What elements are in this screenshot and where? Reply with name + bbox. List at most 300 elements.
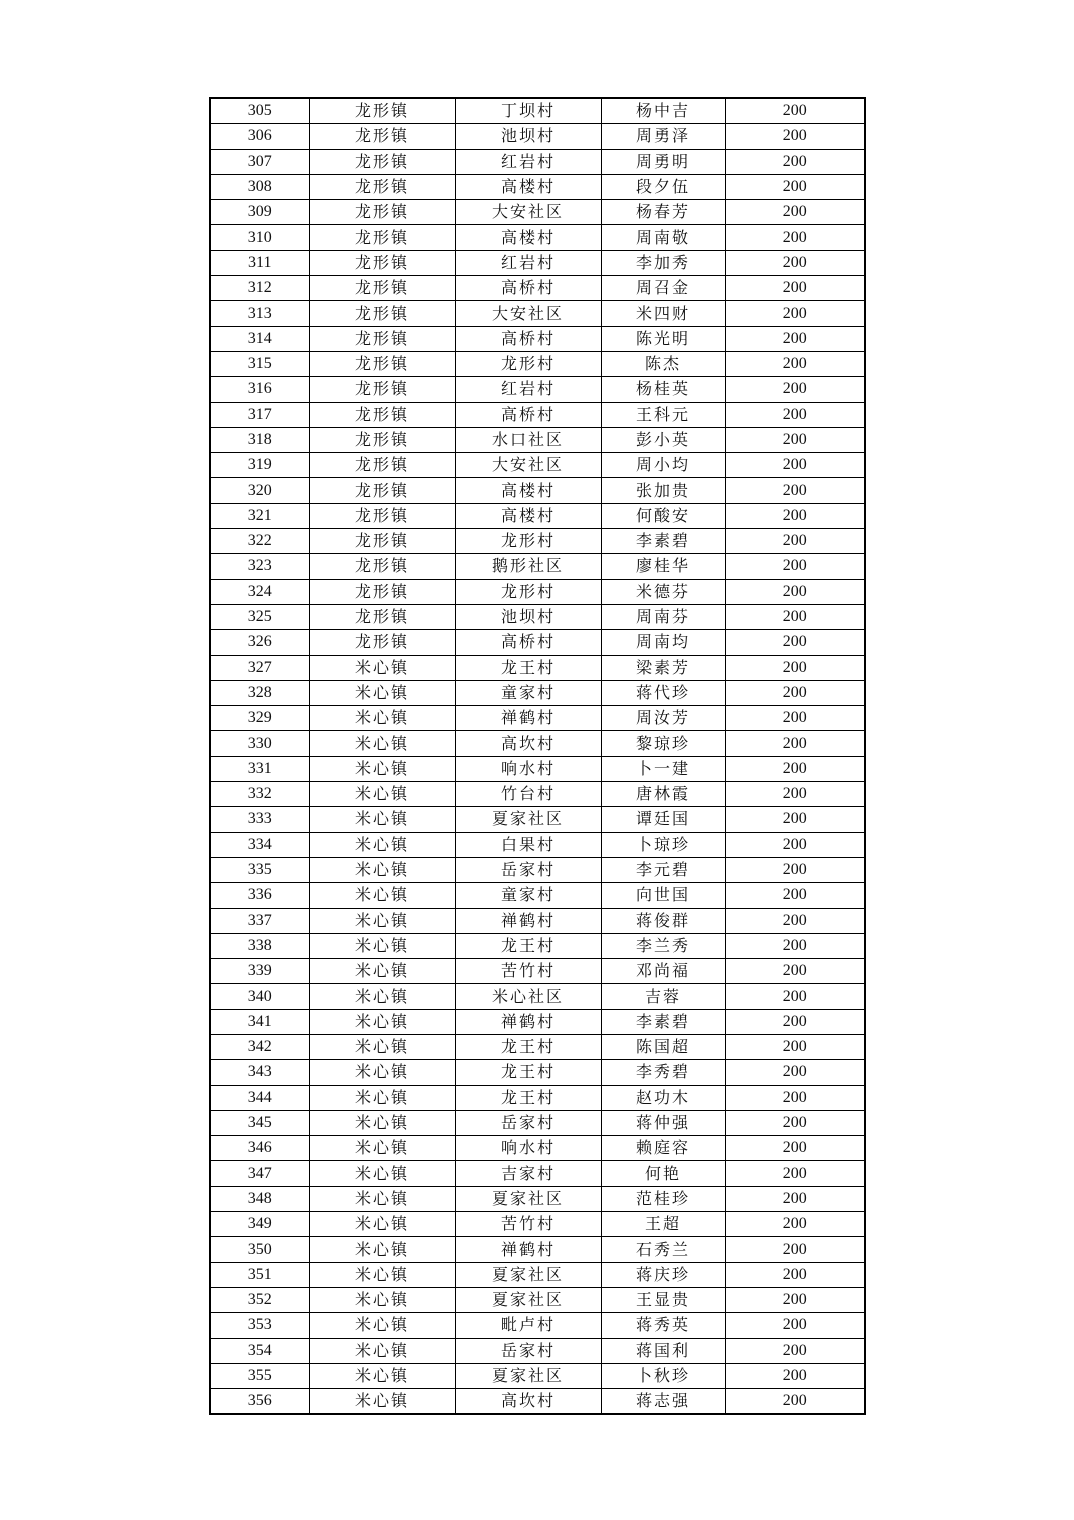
town-cell: 龙形镇	[309, 301, 455, 326]
row-number-cell: 332	[210, 782, 309, 807]
village-cell: 苦竹村	[455, 1212, 601, 1237]
person-name-cell: 李秀碧	[601, 1060, 725, 1085]
person-name-cell: 向世国	[601, 883, 725, 908]
row-number-cell: 307	[210, 149, 309, 174]
town-cell: 米心镇	[309, 655, 455, 680]
amount-cell: 200	[725, 503, 865, 528]
amount-cell: 200	[725, 807, 865, 832]
person-name-cell: 周南芬	[601, 604, 725, 629]
table-row	[210, 326, 865, 351]
table-row	[210, 883, 865, 908]
table-row	[210, 174, 865, 199]
town-cell: 米心镇	[309, 1237, 455, 1262]
village-cell: 禅鹤村	[455, 706, 601, 731]
person-name-cell: 周小均	[601, 453, 725, 478]
village-cell: 高桥村	[455, 326, 601, 351]
amount-cell: 200	[725, 1212, 865, 1237]
table-row	[210, 807, 865, 832]
row-number-cell: 318	[210, 427, 309, 452]
amount-cell: 200	[725, 1313, 865, 1338]
table-row	[210, 1136, 865, 1161]
village-cell: 龙王村	[455, 655, 601, 680]
village-cell: 高楼村	[455, 478, 601, 503]
person-name-cell: 段夕伍	[601, 174, 725, 199]
row-number-cell: 325	[210, 604, 309, 629]
amount-cell: 200	[725, 377, 865, 402]
table-row	[210, 149, 865, 174]
town-cell: 米心镇	[309, 1034, 455, 1059]
village-cell: 高桥村	[455, 402, 601, 427]
amount-cell: 200	[725, 276, 865, 301]
amount-cell: 200	[725, 124, 865, 149]
row-number-cell: 353	[210, 1313, 309, 1338]
town-cell: 龙形镇	[309, 98, 455, 124]
village-cell: 丁坝村	[455, 98, 601, 124]
table-row	[210, 782, 865, 807]
person-name-cell: 王超	[601, 1212, 725, 1237]
table-row	[210, 1009, 865, 1034]
town-cell: 龙形镇	[309, 174, 455, 199]
village-cell: 红岩村	[455, 250, 601, 275]
amount-cell: 200	[725, 1060, 865, 1085]
table-row	[210, 453, 865, 478]
town-cell: 龙形镇	[309, 276, 455, 301]
row-number-cell: 356	[210, 1389, 309, 1415]
table-row	[210, 579, 865, 604]
person-name-cell: 周召金	[601, 276, 725, 301]
town-cell: 龙形镇	[309, 503, 455, 528]
amount-cell: 200	[725, 225, 865, 250]
person-name-cell: 蒋国利	[601, 1338, 725, 1363]
row-number-cell: 329	[210, 706, 309, 731]
town-cell: 龙形镇	[309, 529, 455, 554]
person-name-cell: 李素碧	[601, 529, 725, 554]
table-row	[210, 731, 865, 756]
amount-cell: 200	[725, 782, 865, 807]
amount-cell: 200	[725, 1363, 865, 1388]
town-cell: 龙形镇	[309, 351, 455, 376]
table-row	[210, 1363, 865, 1388]
table-row	[210, 1161, 865, 1186]
row-number-cell: 306	[210, 124, 309, 149]
amount-cell: 200	[725, 630, 865, 655]
table-row	[210, 857, 865, 882]
person-name-cell: 杨春芳	[601, 200, 725, 225]
town-cell: 米心镇	[309, 1085, 455, 1110]
town-cell: 米心镇	[309, 1363, 455, 1388]
amount-cell: 200	[725, 1161, 865, 1186]
row-number-cell: 339	[210, 959, 309, 984]
town-cell: 龙形镇	[309, 225, 455, 250]
village-cell: 毗卢村	[455, 1313, 601, 1338]
row-number-cell: 343	[210, 1060, 309, 1085]
amount-cell: 200	[725, 706, 865, 731]
amount-cell: 200	[725, 98, 865, 124]
table-row	[210, 351, 865, 376]
amount-cell: 200	[725, 1136, 865, 1161]
row-number-cell: 350	[210, 1237, 309, 1262]
row-number-cell: 342	[210, 1034, 309, 1059]
person-name-cell: 彭小英	[601, 427, 725, 452]
row-number-cell: 354	[210, 1338, 309, 1363]
table-row	[210, 959, 865, 984]
person-name-cell: 米德芬	[601, 579, 725, 604]
person-name-cell: 蒋仲强	[601, 1110, 725, 1135]
village-cell: 岳家村	[455, 1110, 601, 1135]
row-number-cell: 310	[210, 225, 309, 250]
row-number-cell: 309	[210, 200, 309, 225]
table-body	[210, 98, 865, 1414]
table-row	[210, 984, 865, 1009]
village-cell: 大安社区	[455, 453, 601, 478]
amount-cell: 200	[725, 427, 865, 452]
town-cell: 米心镇	[309, 857, 455, 882]
person-name-cell: 周南敬	[601, 225, 725, 250]
row-number-cell: 352	[210, 1287, 309, 1312]
person-name-cell: 周汝芳	[601, 706, 725, 731]
amount-cell: 200	[725, 174, 865, 199]
table-row	[210, 200, 865, 225]
amount-cell: 200	[725, 301, 865, 326]
amount-cell: 200	[725, 554, 865, 579]
table-row	[210, 1389, 865, 1415]
town-cell: 米心镇	[309, 1262, 455, 1287]
person-name-cell: 蒋代珍	[601, 680, 725, 705]
table-row	[210, 1034, 865, 1059]
amount-cell: 200	[725, 680, 865, 705]
table-row	[210, 680, 865, 705]
village-cell: 童家村	[455, 883, 601, 908]
amount-cell: 200	[725, 933, 865, 958]
person-name-cell: 唐林霞	[601, 782, 725, 807]
person-name-cell: 周勇泽	[601, 124, 725, 149]
town-cell: 龙形镇	[309, 604, 455, 629]
table-row	[210, 427, 865, 452]
row-number-cell: 344	[210, 1085, 309, 1110]
amount-cell: 200	[725, 1262, 865, 1287]
amount-cell: 200	[725, 604, 865, 629]
amount-cell: 200	[725, 1034, 865, 1059]
village-cell: 池坝村	[455, 604, 601, 629]
table-row	[210, 1110, 865, 1135]
amount-cell: 200	[725, 655, 865, 680]
village-cell: 龙王村	[455, 1034, 601, 1059]
table-row	[210, 503, 865, 528]
row-number-cell: 324	[210, 579, 309, 604]
table-row	[210, 98, 865, 124]
town-cell: 龙形镇	[309, 554, 455, 579]
town-cell: 米心镇	[309, 883, 455, 908]
person-name-cell: 蒋俊群	[601, 908, 725, 933]
village-cell: 龙王村	[455, 1060, 601, 1085]
town-cell: 米心镇	[309, 832, 455, 857]
row-number-cell: 340	[210, 984, 309, 1009]
person-name-cell: 陈杰	[601, 351, 725, 376]
person-name-cell: 卜秋珍	[601, 1363, 725, 1388]
town-cell: 龙形镇	[309, 478, 455, 503]
row-number-cell: 320	[210, 478, 309, 503]
amount-cell: 200	[725, 883, 865, 908]
row-number-cell: 305	[210, 98, 309, 124]
row-number-cell: 331	[210, 756, 309, 781]
row-number-cell: 319	[210, 453, 309, 478]
town-cell: 米心镇	[309, 782, 455, 807]
village-cell: 禅鹤村	[455, 1009, 601, 1034]
table-row	[210, 276, 865, 301]
town-cell: 米心镇	[309, 959, 455, 984]
town-cell: 龙形镇	[309, 200, 455, 225]
amount-cell: 200	[725, 200, 865, 225]
village-cell: 高坎村	[455, 1389, 601, 1415]
amount-cell: 200	[725, 402, 865, 427]
person-name-cell: 陈国超	[601, 1034, 725, 1059]
person-name-cell: 石秀兰	[601, 1237, 725, 1262]
row-number-cell: 322	[210, 529, 309, 554]
row-number-cell: 327	[210, 655, 309, 680]
person-name-cell: 卜一建	[601, 756, 725, 781]
amount-cell: 200	[725, 731, 865, 756]
row-number-cell: 311	[210, 250, 309, 275]
person-name-cell: 周勇明	[601, 149, 725, 174]
town-cell: 龙形镇	[309, 326, 455, 351]
table-row	[210, 604, 865, 629]
person-name-cell: 何酸安	[601, 503, 725, 528]
village-cell: 夏家社区	[455, 1363, 601, 1388]
table-row	[210, 1060, 865, 1085]
row-number-cell: 317	[210, 402, 309, 427]
row-number-cell: 341	[210, 1009, 309, 1034]
row-number-cell: 335	[210, 857, 309, 882]
town-cell: 龙形镇	[309, 630, 455, 655]
town-cell: 米心镇	[309, 984, 455, 1009]
town-cell: 米心镇	[309, 807, 455, 832]
town-cell: 米心镇	[309, 1060, 455, 1085]
amount-cell: 200	[725, 250, 865, 275]
row-number-cell: 314	[210, 326, 309, 351]
village-cell: 白果村	[455, 832, 601, 857]
village-cell: 高楼村	[455, 174, 601, 199]
person-name-cell: 蒋志强	[601, 1389, 725, 1415]
row-number-cell: 345	[210, 1110, 309, 1135]
person-name-cell: 吉蓉	[601, 984, 725, 1009]
person-name-cell: 张加贵	[601, 478, 725, 503]
table-row	[210, 301, 865, 326]
village-cell: 苦竹村	[455, 959, 601, 984]
amount-cell: 200	[725, 326, 865, 351]
amount-cell: 200	[725, 756, 865, 781]
recipient-table	[209, 97, 866, 1415]
amount-cell: 200	[725, 857, 865, 882]
table-row	[210, 1237, 865, 1262]
village-cell: 童家村	[455, 680, 601, 705]
table-row	[210, 933, 865, 958]
village-cell: 高楼村	[455, 503, 601, 528]
table-row	[210, 402, 865, 427]
row-number-cell: 347	[210, 1161, 309, 1186]
row-number-cell: 328	[210, 680, 309, 705]
village-cell: 高桥村	[455, 276, 601, 301]
row-number-cell: 355	[210, 1363, 309, 1388]
amount-cell: 200	[725, 1237, 865, 1262]
row-number-cell: 337	[210, 908, 309, 933]
amount-cell: 200	[725, 1110, 865, 1135]
row-number-cell: 346	[210, 1136, 309, 1161]
person-name-cell: 邓尚福	[601, 959, 725, 984]
town-cell: 龙形镇	[309, 579, 455, 604]
village-cell: 禅鹤村	[455, 1237, 601, 1262]
table-row	[210, 1186, 865, 1211]
table-row	[210, 630, 865, 655]
person-name-cell: 王科元	[601, 402, 725, 427]
table-row	[210, 1287, 865, 1312]
row-number-cell: 348	[210, 1186, 309, 1211]
row-number-cell: 336	[210, 883, 309, 908]
village-cell: 夏家社区	[455, 1287, 601, 1312]
table-row	[210, 832, 865, 857]
village-cell: 响水村	[455, 756, 601, 781]
table-row	[210, 756, 865, 781]
table-row	[210, 377, 865, 402]
row-number-cell: 330	[210, 731, 309, 756]
amount-cell: 200	[725, 1389, 865, 1415]
town-cell: 米心镇	[309, 756, 455, 781]
person-name-cell: 李元碧	[601, 857, 725, 882]
table-row	[210, 655, 865, 680]
town-cell: 米心镇	[309, 1009, 455, 1034]
town-cell: 龙形镇	[309, 149, 455, 174]
village-cell: 红岩村	[455, 377, 601, 402]
town-cell: 龙形镇	[309, 377, 455, 402]
person-name-cell: 蒋庆珍	[601, 1262, 725, 1287]
town-cell: 龙形镇	[309, 250, 455, 275]
amount-cell: 200	[725, 1338, 865, 1363]
town-cell: 米心镇	[309, 731, 455, 756]
table-row	[210, 1313, 865, 1338]
person-name-cell: 米四财	[601, 301, 725, 326]
village-cell: 岳家村	[455, 857, 601, 882]
village-cell: 夏家社区	[455, 1262, 601, 1287]
row-number-cell: 326	[210, 630, 309, 655]
person-name-cell: 何艳	[601, 1161, 725, 1186]
village-cell: 高楼村	[455, 225, 601, 250]
village-cell: 龙形村	[455, 351, 601, 376]
table-row	[210, 706, 865, 731]
row-number-cell: 316	[210, 377, 309, 402]
person-name-cell: 赖庭容	[601, 1136, 725, 1161]
town-cell: 龙形镇	[309, 427, 455, 452]
village-cell: 龙形村	[455, 579, 601, 604]
row-number-cell: 334	[210, 832, 309, 857]
village-cell: 大安社区	[455, 200, 601, 225]
town-cell: 米心镇	[309, 1212, 455, 1237]
amount-cell: 200	[725, 1186, 865, 1211]
person-name-cell: 黎琼珍	[601, 731, 725, 756]
village-cell: 龙王村	[455, 933, 601, 958]
person-name-cell: 廖桂华	[601, 554, 725, 579]
person-name-cell: 陈光明	[601, 326, 725, 351]
person-name-cell: 梁素芳	[601, 655, 725, 680]
town-cell: 米心镇	[309, 908, 455, 933]
amount-cell: 200	[725, 984, 865, 1009]
town-cell: 米心镇	[309, 706, 455, 731]
amount-cell: 200	[725, 832, 865, 857]
person-name-cell: 范桂珍	[601, 1186, 725, 1211]
person-name-cell: 杨桂英	[601, 377, 725, 402]
village-cell: 鹅形社区	[455, 554, 601, 579]
table-row	[210, 250, 865, 275]
row-number-cell: 351	[210, 1262, 309, 1287]
town-cell: 龙形镇	[309, 124, 455, 149]
table-row	[210, 908, 865, 933]
amount-cell: 200	[725, 1287, 865, 1312]
person-name-cell: 蒋秀英	[601, 1313, 725, 1338]
village-cell: 禅鹤村	[455, 908, 601, 933]
amount-cell: 200	[725, 908, 865, 933]
row-number-cell: 338	[210, 933, 309, 958]
person-name-cell: 卜琼珍	[601, 832, 725, 857]
amount-cell: 200	[725, 1085, 865, 1110]
person-name-cell: 李兰秀	[601, 933, 725, 958]
village-cell: 龙王村	[455, 1085, 601, 1110]
row-number-cell: 313	[210, 301, 309, 326]
amount-cell: 200	[725, 453, 865, 478]
village-cell: 吉家村	[455, 1161, 601, 1186]
village-cell: 池坝村	[455, 124, 601, 149]
amount-cell: 200	[725, 1009, 865, 1034]
town-cell: 米心镇	[309, 933, 455, 958]
table-row	[210, 1212, 865, 1237]
town-cell: 米心镇	[309, 1389, 455, 1415]
row-number-cell: 349	[210, 1212, 309, 1237]
table-row	[210, 554, 865, 579]
village-cell: 水口社区	[455, 427, 601, 452]
village-cell: 竹台村	[455, 782, 601, 807]
village-cell: 高坎村	[455, 731, 601, 756]
town-cell: 米心镇	[309, 1186, 455, 1211]
table-row	[210, 225, 865, 250]
table-row	[210, 124, 865, 149]
row-number-cell: 333	[210, 807, 309, 832]
row-number-cell: 312	[210, 276, 309, 301]
row-number-cell: 323	[210, 554, 309, 579]
row-number-cell: 308	[210, 174, 309, 199]
person-name-cell: 周南均	[601, 630, 725, 655]
town-cell: 龙形镇	[309, 402, 455, 427]
amount-cell: 200	[725, 149, 865, 174]
amount-cell: 200	[725, 959, 865, 984]
village-cell: 夏家社区	[455, 1186, 601, 1211]
village-cell: 响水村	[455, 1136, 601, 1161]
town-cell: 龙形镇	[309, 453, 455, 478]
town-cell: 米心镇	[309, 1338, 455, 1363]
row-number-cell: 315	[210, 351, 309, 376]
person-name-cell: 赵功木	[601, 1085, 725, 1110]
amount-cell: 200	[725, 351, 865, 376]
town-cell: 米心镇	[309, 680, 455, 705]
person-name-cell: 李素碧	[601, 1009, 725, 1034]
amount-cell: 200	[725, 529, 865, 554]
person-name-cell: 王显贵	[601, 1287, 725, 1312]
row-number-cell: 321	[210, 503, 309, 528]
amount-cell: 200	[725, 478, 865, 503]
person-name-cell: 谭廷国	[601, 807, 725, 832]
town-cell: 米心镇	[309, 1110, 455, 1135]
town-cell: 米心镇	[309, 1287, 455, 1312]
table-row	[210, 1338, 865, 1363]
town-cell: 米心镇	[309, 1161, 455, 1186]
person-name-cell: 杨中吉	[601, 98, 725, 124]
village-cell: 米心社区	[455, 984, 601, 1009]
